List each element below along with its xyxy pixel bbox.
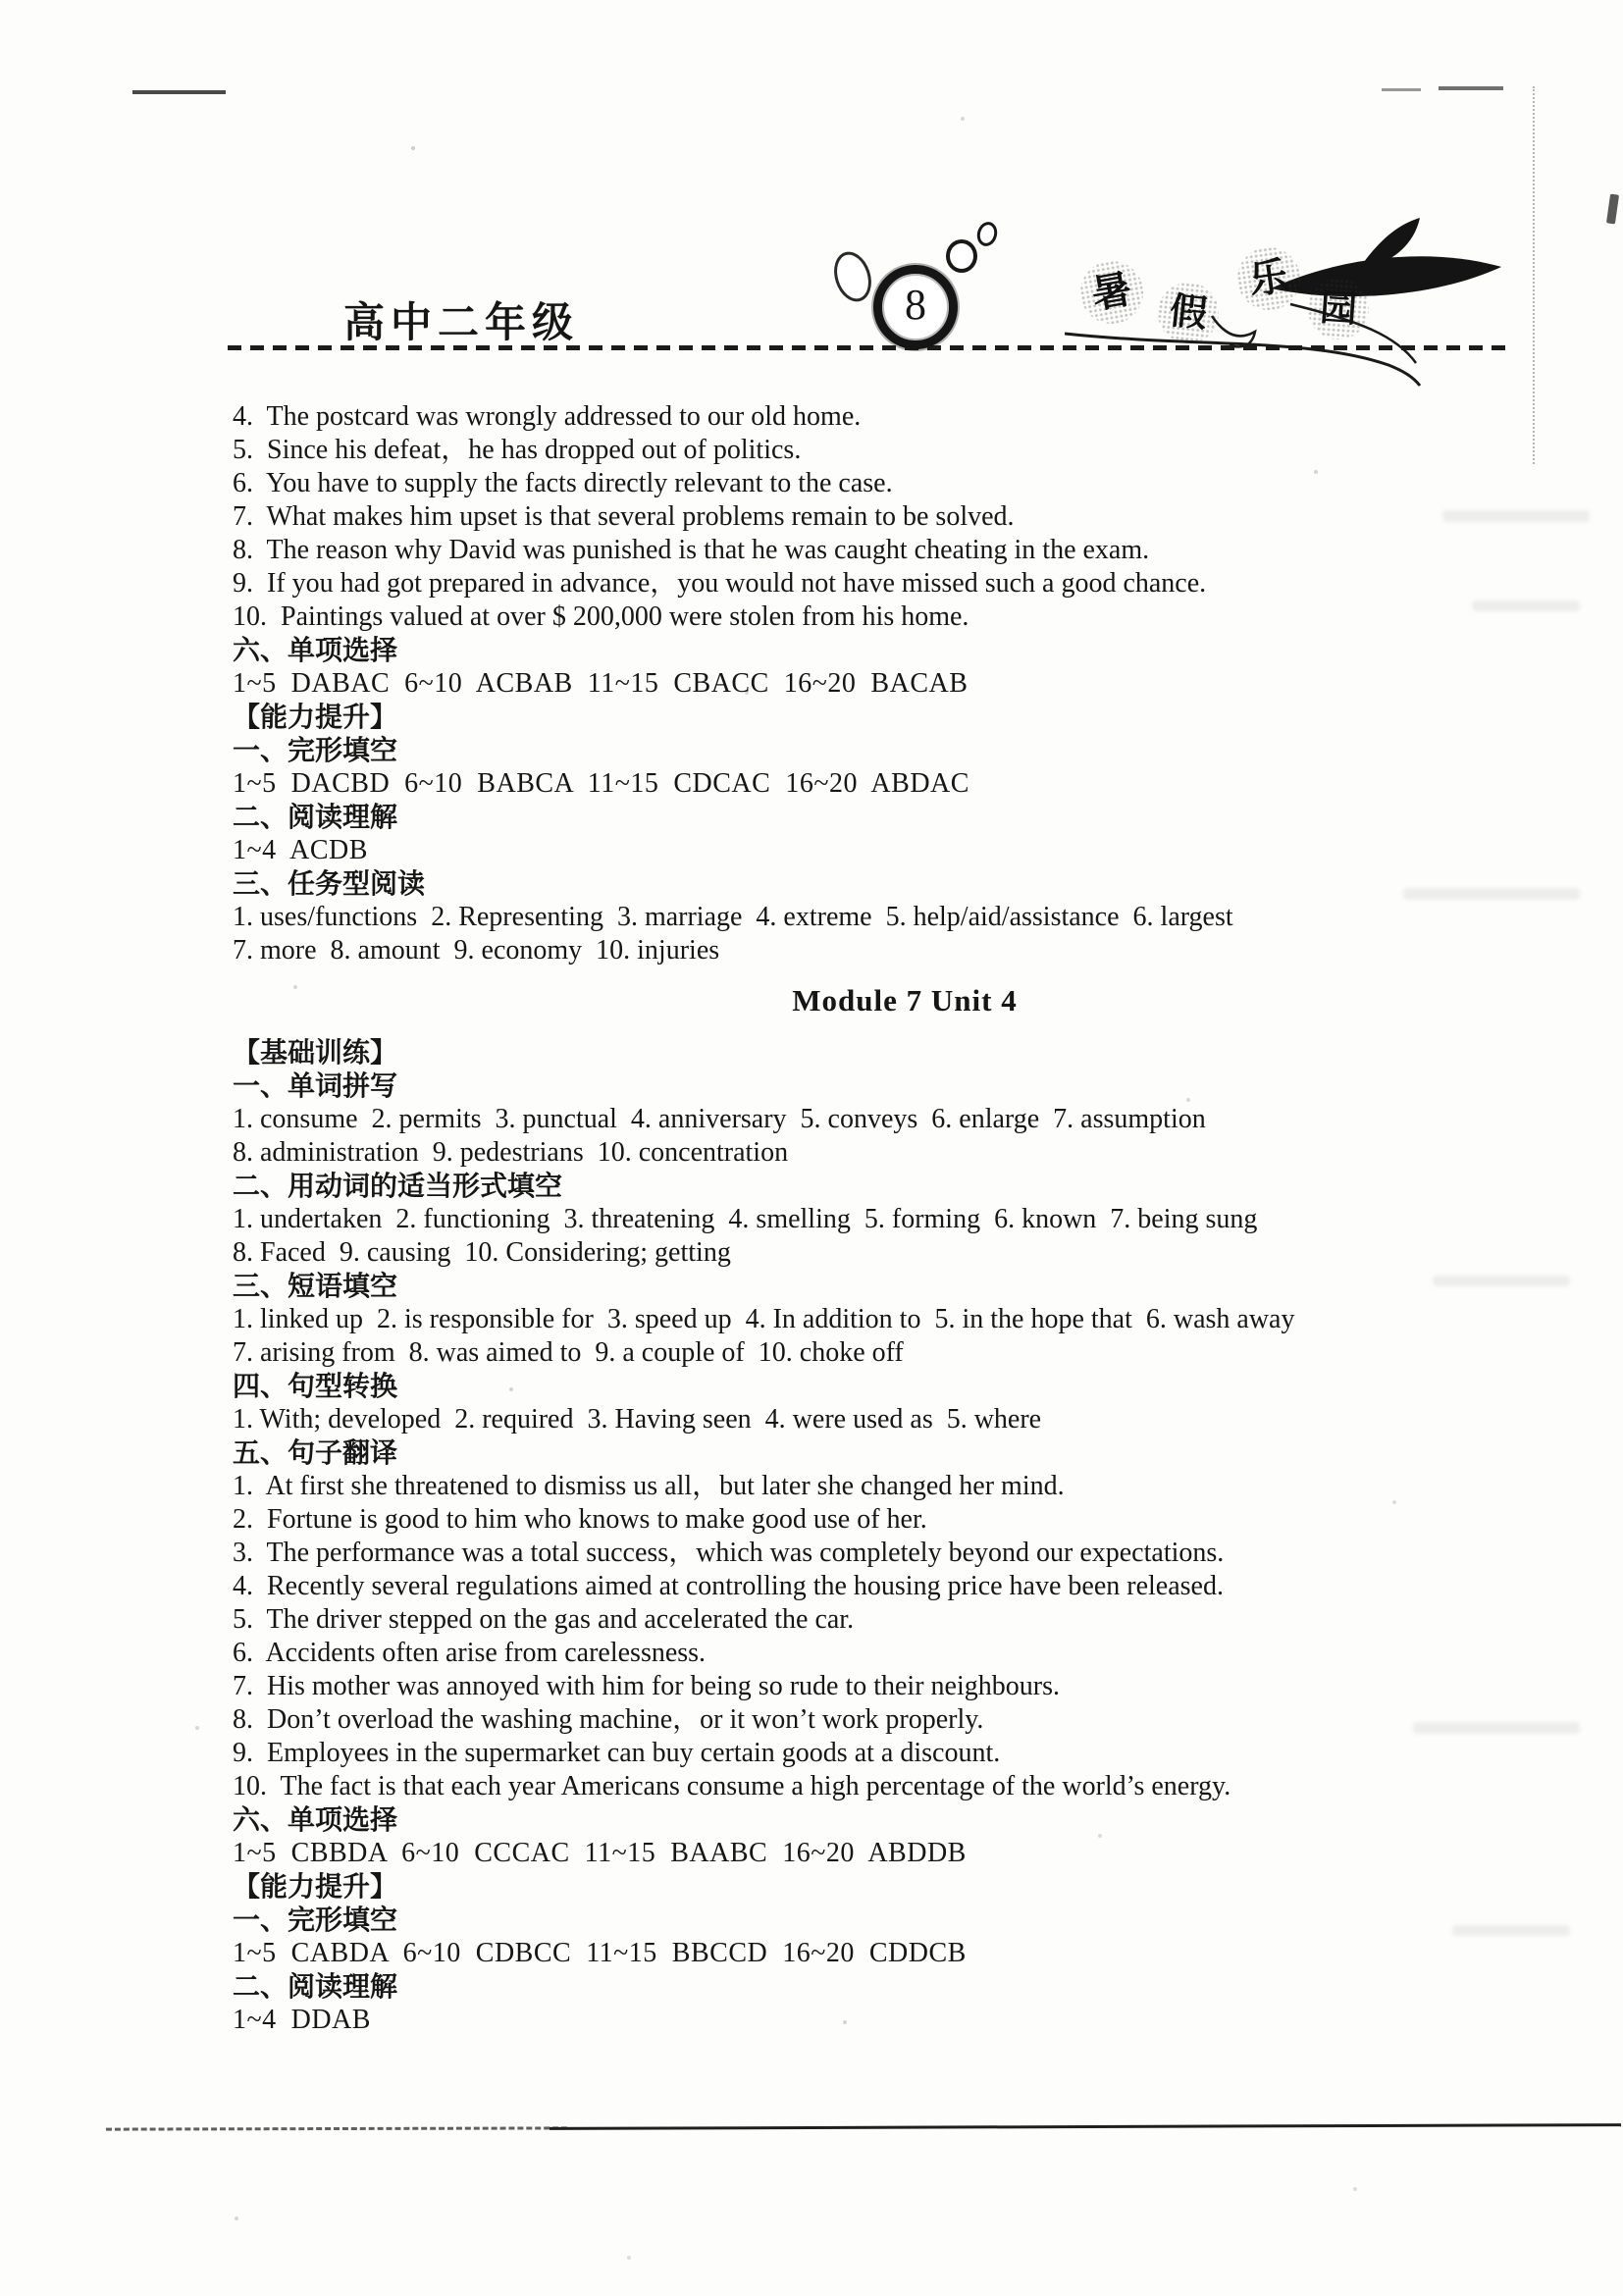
scan-artifact-dash <box>132 90 226 94</box>
section-heading: 一、完形填空 <box>233 1905 398 1935</box>
answers-line: 1~4 DDAB <box>233 2005 371 2035</box>
banner-char: 园 <box>1306 277 1371 341</box>
sentence-line: 6. You have to supply the facts directly relevant to the case. <box>233 468 893 498</box>
section-heading: 一、完形填空 <box>233 735 398 765</box>
section-heading: 一、单词拼写 <box>233 1070 398 1101</box>
section-heading: 六、单项选择 <box>233 1804 398 1835</box>
sentence-line: 6. Accidents often arise from carelessness. <box>233 1638 707 1668</box>
word-answers-line: 8. Faced 9. causing 10. Considering; getting <box>233 1237 731 1268</box>
word-answers-line: 1. With; developed 2. required 3. Having seen 4. were used as 5. where <box>233 1404 1042 1435</box>
badge-leaf-icon <box>828 247 877 307</box>
sentence-line: 2. Fortune is good to him who knows to make good use of her. <box>233 1504 927 1535</box>
word-answers-line: 8. administration 9. pedestrians 10. concentration <box>233 1137 789 1168</box>
sentence-line: 10. Paintings valued at over $ 200,000 were stolen from his home. <box>233 601 969 632</box>
word-answers-line: 7. arising from 8. was aimed to 9. a couple of 10. choke off <box>233 1337 904 1368</box>
scan-artifact-edge-line <box>1533 86 1535 464</box>
scan-smudge <box>1472 600 1580 611</box>
scan-artifact-dash <box>1382 88 1421 91</box>
sentence-line: 1. At first she threatened to dismiss us all，but later she changed her mind. <box>233 1471 1065 1501</box>
banner-char: 乐 <box>1233 243 1304 314</box>
answers-line: 1~5 DACBD 6~10 BABCA 11~15 CDCAC 16~20 ABDAC <box>233 768 969 799</box>
word-answers-line: 1. uses/functions 2. Representing 3. marriage 4. extreme 5. help/aid/assistance 6. largest <box>233 902 1233 932</box>
answers-line: 1~4 ACDB <box>233 835 368 865</box>
section-heading: 二、阅读理解 <box>233 802 398 832</box>
sentence-line: 9. Employees in the supermarket can buy certain goods at a discount. <box>233 1738 1001 1768</box>
badge-bubble-icon <box>946 239 977 273</box>
sentence-line: 7. His mother was annoyed with him for being so rude to their neighbours. <box>233 1671 1060 1701</box>
answers-line: 1~5 DABAC 6~10 ACBAB 11~15 CBACC 16~20 BACAB <box>233 668 969 699</box>
scan-artifact-bottom-dashes <box>106 2126 567 2130</box>
sentence-line: 5. The driver stepped on the gas and accelerated the car. <box>233 1604 855 1635</box>
banner-char: 暑 <box>1075 256 1148 329</box>
section-heading: 三、短语填空 <box>233 1271 398 1301</box>
summer-fun-banner <box>1065 218 1526 387</box>
scan-smudge <box>1452 1925 1570 1936</box>
stage-heading: 【能力提升】 <box>233 702 398 732</box>
section-heading: 六、单项选择 <box>233 635 398 665</box>
grade-label: 高中二年级 <box>343 299 580 345</box>
answers-line: 1~5 CABDA 6~10 CDBCC 11~15 BBCCD 16~20 CDDCB <box>233 1938 967 1968</box>
scan-smudge <box>1413 1722 1580 1734</box>
word-answers-line: 7. more 8. amount 9. economy 10. injuries <box>233 935 720 965</box>
sentence-line: 9. If you had got prepared in advance，you would not have missed such a good chance. <box>233 568 1207 599</box>
section-heading: 二、用动词的适当形式填空 <box>233 1171 563 1201</box>
page-number-badge <box>873 265 958 349</box>
sentence-line: 8. The reason why David was punished is that he was caught cheating in the exam. <box>233 535 1150 565</box>
section-heading: 三、任务型阅读 <box>233 868 426 899</box>
page-number: 8 <box>905 281 926 329</box>
answer-key-content <box>233 400 1459 2037</box>
sentence-line: 4. The postcard was wrongly addressed to our old home. <box>233 401 862 432</box>
scan-artifact-mark <box>1606 194 1619 225</box>
sentence-line: 10. The fact is that each year Americans consume a high percentage of the world’s energy. <box>233 1771 1231 1801</box>
sentence-line: 3. The performance was a total success，which was completely beyond our expectations. <box>233 1538 1225 1568</box>
scan-smudge <box>1442 510 1590 522</box>
module-heading: Module 7 Unit 4 <box>792 983 1018 1018</box>
sentence-line: 8. Don’t overload the washing machine，or it won’t work properly. <box>233 1704 984 1735</box>
answers-line: 1~5 CBBDA 6~10 CCCAC 11~15 BAABC 16~20 ABDDB <box>233 1838 967 1868</box>
scan-smudge <box>1433 1276 1570 1286</box>
stage-heading: 【能力提升】 <box>233 1871 398 1902</box>
word-answers-line: 1. linked up 2. is responsible for 3. speed up 4. In addition to 5. in the hope that 6. wash away <box>233 1304 1295 1334</box>
banner-char: 假 <box>1155 280 1222 346</box>
section-heading: 四、句型转换 <box>233 1371 398 1401</box>
sentence-line: 7. What makes him upset is that several problems remain to be solved. <box>233 501 1015 532</box>
word-answers-line: 1. consume 2. permits 3. punctual 4. anniversary 5. conveys 6. enlarge 7. assumption <box>233 1104 1206 1134</box>
section-heading: 二、阅读理解 <box>233 1971 398 2002</box>
stage-heading: 【基础训练】 <box>233 1037 398 1068</box>
scan-noise <box>0 0 2 2</box>
sentence-line: 4. Recently several regulations aimed at controlling the housing price have been released. <box>233 1571 1224 1601</box>
section-heading: 五、句子翻译 <box>233 1437 398 1468</box>
word-answers-line: 1. undertaken 2. functioning 3. threatening 4. smelling 5. forming 6. known 7. being sung <box>233 1204 1258 1234</box>
sentence-line: 5. Since his defeat，he has dropped out of politics. <box>233 435 802 465</box>
scan-smudge <box>1403 888 1580 900</box>
scan-artifact-bottom-line <box>550 2123 1621 2130</box>
scan-artifact-dash <box>1439 86 1503 90</box>
badge-bubble-icon <box>974 220 1000 248</box>
